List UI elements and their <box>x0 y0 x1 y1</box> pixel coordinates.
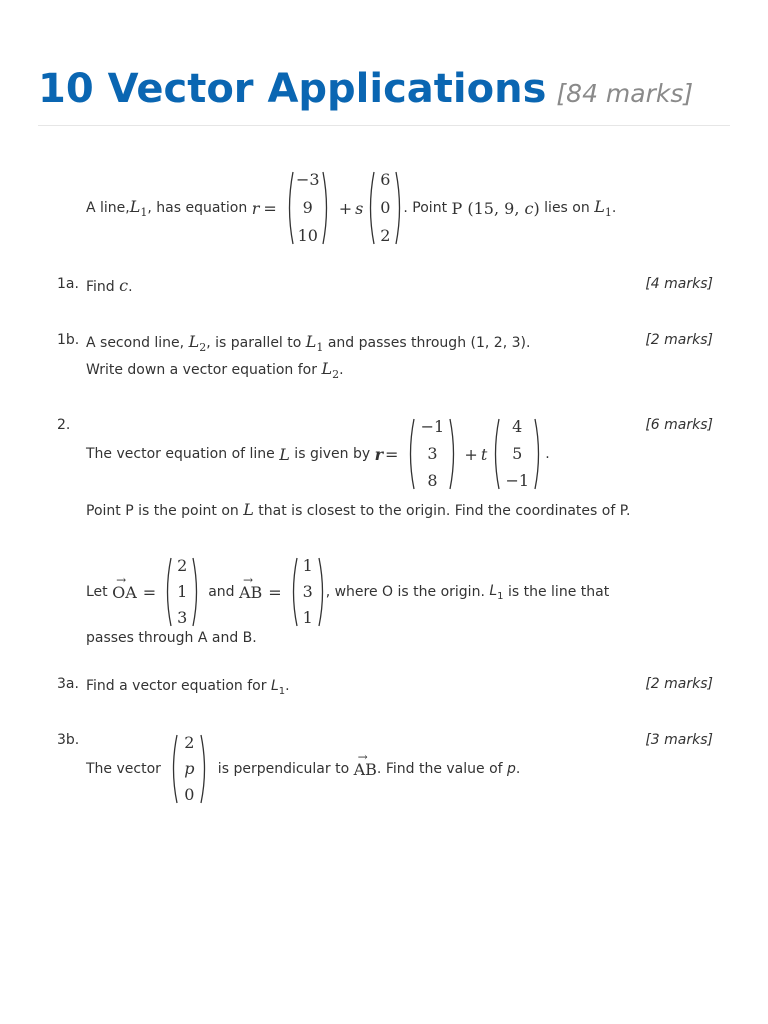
intro-plus: + <box>338 198 353 218</box>
intro-lies-on: lies on <box>539 200 595 216</box>
q3-intro <box>86 555 609 629</box>
intro-point: P (15, 9, c) <box>451 198 540 218</box>
q3-where: , where O is the origin. <box>325 584 490 600</box>
q3b-statement <box>86 732 520 806</box>
q3-intro-line2: passes through A and B. <box>86 630 257 646</box>
q2-vector-a <box>406 417 458 491</box>
q3-ab-1: 1 <box>302 556 313 575</box>
q3b-vector-3: 0 <box>184 785 195 804</box>
q3b-number: 3b. <box>57 732 80 748</box>
q3-is-line: is the line that <box>503 584 610 600</box>
q1a-text: Find c. <box>86 276 133 295</box>
q2-vector-a-3: 8 <box>427 471 438 490</box>
q2-vector-b-3: −1 <box>505 471 530 490</box>
q3a-marks: [2 marks] <box>645 676 713 692</box>
q3b-var: p <box>507 761 516 777</box>
q3b-suffix-prefix: . Find the value of <box>376 761 508 777</box>
q3-ab-vector: → AB <box>238 572 263 602</box>
q3-and: and <box>208 584 239 600</box>
total-marks: [84 marks] <box>556 79 694 108</box>
q2-t: t <box>480 444 488 464</box>
q3b-vector <box>169 733 209 805</box>
q3-oa-2: 1 <box>177 582 188 601</box>
intro-line-ref: $L_1$ <box>594 196 612 220</box>
q2-r: r <box>374 444 384 464</box>
intro-r: r <box>251 198 260 218</box>
q3b-vector-1: 2 <box>184 733 195 752</box>
q3b-suffix: . <box>515 761 521 777</box>
page-title-block <box>38 66 693 112</box>
q2-line-name: L <box>279 444 290 464</box>
q1b-number: 1b. <box>57 332 80 348</box>
q2-vector-a-2: 3 <box>427 444 438 463</box>
q2-marks: [6 marks] <box>645 417 713 433</box>
q3b-prefix: The vector <box>86 761 166 777</box>
q3b-mid: is perpendicular to <box>213 761 354 777</box>
intro-vector-a-2: 9 <box>302 198 313 217</box>
q3b-vector-2: p <box>184 759 195 778</box>
q2-number: 2. <box>57 417 71 433</box>
q3a-text: Find a vector equation for $L_1$. <box>86 678 290 697</box>
q3b-marks: [3 marks] <box>645 732 713 748</box>
intro-vector-a-3: 10 <box>297 226 318 245</box>
q1a-number: 1a. <box>57 276 79 292</box>
q1b-line2: Write down a vector equation for $L_2$. <box>86 359 344 382</box>
q3a-number: 3a. <box>57 676 79 692</box>
intro-vector-b-1: 6 <box>380 170 391 189</box>
intro-s: s <box>355 198 364 218</box>
q3-line-name: $L_1$ <box>489 582 504 602</box>
q2-point-text: Point P is the point on L that is closest to the origin. Find the coordinates of P. <box>86 500 631 519</box>
q2-vector-b-1: 4 <box>512 417 523 436</box>
intro-vector-a-1: −3 <box>295 170 320 189</box>
q2-eq-mid: is given by <box>289 446 375 462</box>
intro-line-name: $L_1$ <box>129 196 148 220</box>
intro-end: . <box>611 200 617 216</box>
q2-vector-a-1: −1 <box>420 417 445 436</box>
q3-oa-3: 3 <box>177 608 188 627</box>
q2-vector-b <box>491 417 543 491</box>
q3-oa-column <box>164 556 200 628</box>
q3-ab-equals: = <box>268 582 282 602</box>
q3-oa-vector: → OA <box>112 572 137 602</box>
q3-ab-2: 3 <box>302 582 313 601</box>
q2-plus: + <box>464 444 478 464</box>
intro-equals: = <box>263 198 277 218</box>
intro-vector-b-2: 0 <box>380 198 391 217</box>
title-divider <box>38 125 730 126</box>
q2-eq-end: . <box>545 446 550 462</box>
q1b-marks: [2 marks] <box>645 332 713 348</box>
q1b-line1: A second line, $L_2$, is parallel to $L_1$ and passes through (1, 2, 3). <box>86 332 531 355</box>
intro-vector-b-3: 2 <box>380 226 391 245</box>
page-title: 10 Vector Applications <box>38 66 547 112</box>
intro-has-eq: , has equation <box>147 200 252 216</box>
q3-ab-column <box>290 556 326 628</box>
q3-ab-3: 1 <box>302 608 313 627</box>
q2-eq-prefix: The vector equation of line <box>86 446 280 462</box>
q2-vector-b-2: 5 <box>512 444 523 463</box>
q3-oa-1: 2 <box>177 556 188 575</box>
q1a-marks: [4 marks] <box>645 276 713 292</box>
q2-equals: = <box>385 444 399 464</box>
intro-vector-a <box>285 170 331 246</box>
q2-equation <box>86 416 550 492</box>
q3-let: Let <box>86 584 113 600</box>
q3-oa-equals: = <box>142 582 157 602</box>
intro-vector-b <box>367 170 403 246</box>
intro-statement <box>86 168 616 248</box>
intro-point-text: . Point <box>403 200 452 216</box>
q3b-ab-vector: → AB <box>353 749 377 779</box>
intro-prefix: A line, <box>86 200 130 216</box>
